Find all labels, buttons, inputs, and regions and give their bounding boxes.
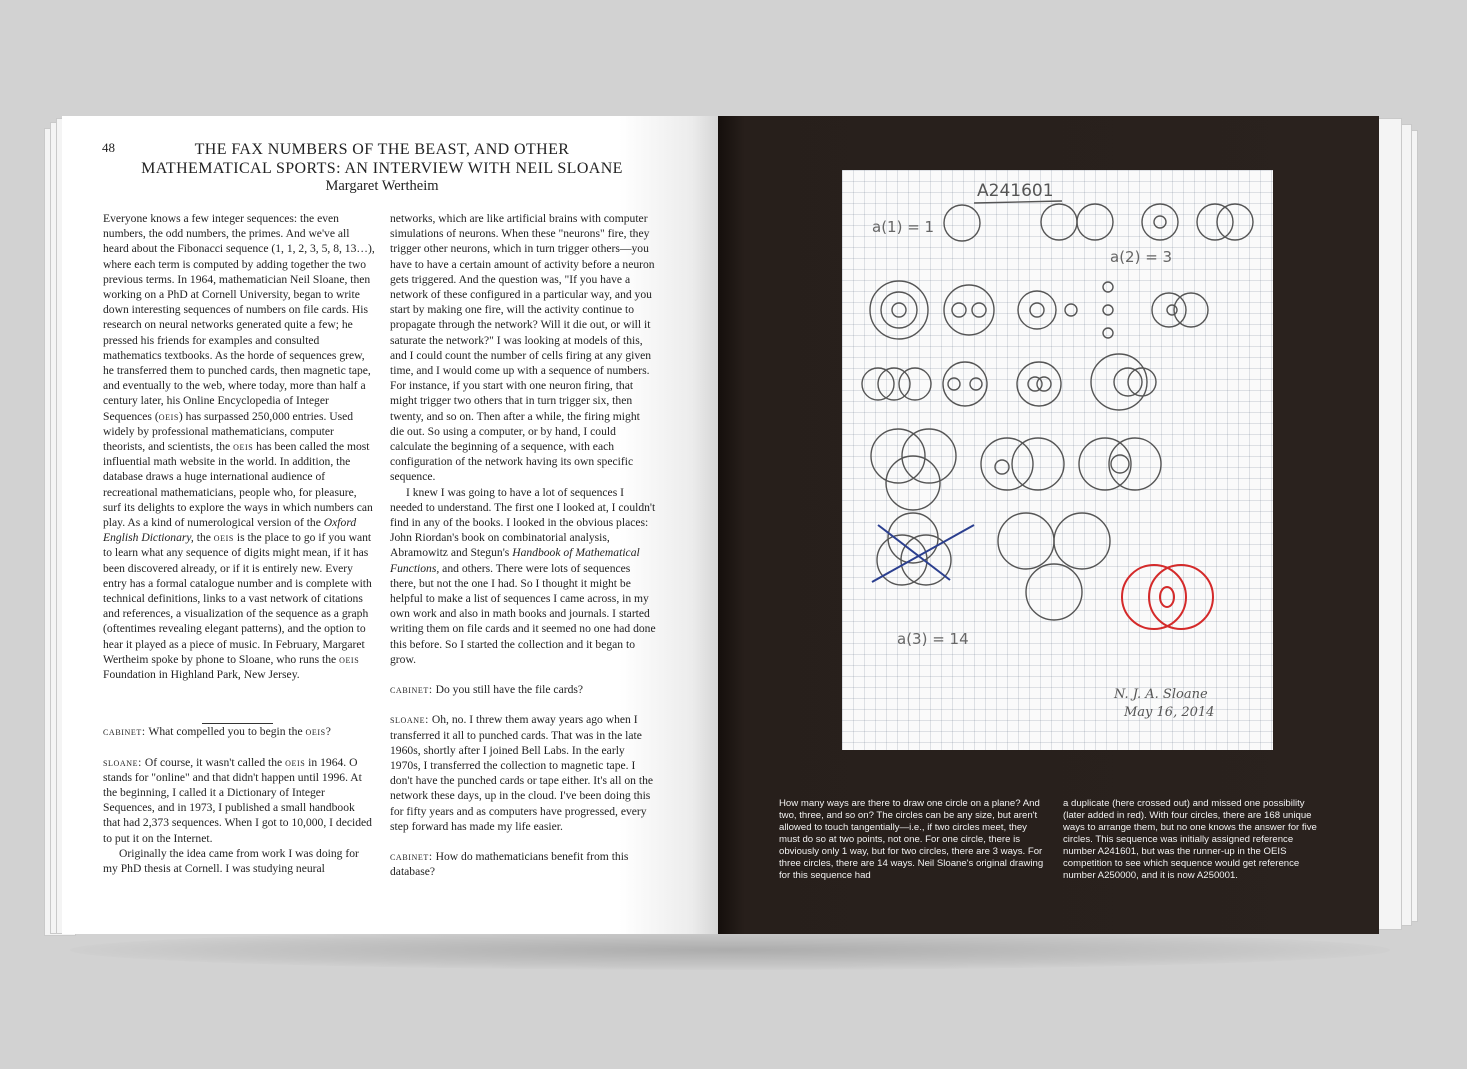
sequence-id-label: A241601 <box>977 181 1054 201</box>
signature-name: N. J. A. Sloane <box>1114 687 1208 702</box>
circle <box>998 513 1054 569</box>
circle-nested-outer <box>1142 204 1178 240</box>
intro-paragraph <box>103 211 375 682</box>
oeis-abbrev: oeis <box>305 725 326 739</box>
oeis-abbrev: oeis <box>158 409 179 423</box>
circle-overlap-a <box>1197 204 1233 240</box>
answer-1-para-2: Originally the idea came from work I was doing for my PhD thesis at Cornell. I was studying neural <box>103 846 359 875</box>
circle <box>948 378 960 390</box>
circle-drawing <box>842 170 1273 750</box>
article-author: Margaret Wertheim <box>325 178 439 194</box>
red-circle-left <box>1122 565 1186 629</box>
circle <box>1017 362 1061 406</box>
circle <box>899 368 931 400</box>
answer-2 <box>390 712 656 834</box>
speaker-cabinet: cabinet: <box>390 849 433 863</box>
circle <box>1103 328 1113 338</box>
circle-nested-inner <box>1154 216 1166 228</box>
red-added-configuration <box>1122 565 1213 629</box>
circle-pair-b <box>1077 204 1113 240</box>
intro-text-c: has been called the most influential math website in the world. In addition, the database draws a huge international audience of recreational mathematicians, people who, for pleasure, surf its delights to explore the ways in which numbers can play. As a kind of numerological version of the <box>103 440 373 530</box>
answer-1 <box>103 755 375 846</box>
col2-paragraph-1: networks, which are like artificial brains with computer simulations of neurons. When these "neurons" fire, they trigger other neurons, which in turn trigger others—you have to have a certain amount of activity before a neuron gets triggered. And the question was, "If you have a network of these configured in a particular way, and you start by making one fire, will the activity continue to propagate through the network? Will it die out, or will it saturate the network?" I was looking at models of this, and I could count the number of cells firing at any given time, and I would come up with a sequence of numbers. For instance, if you start with one neuron firing, that might trigger two others that in turn trigger six, then twenty, and so on. Then after a while, the firing might die out. So using a computer, or by hand, I could calculate the beginning of a sequence, with each configuration of the network having its own specific sequence. <box>390 212 655 484</box>
oed-title: Oxford English Dictionary, <box>103 516 357 545</box>
speaker-cabinet: cabinet: <box>390 683 433 697</box>
a3-label: a(3) = 14 <box>897 630 969 648</box>
circle <box>1167 305 1177 315</box>
circle <box>1079 438 1131 490</box>
intro-text-b: ) has surpassed 250,000 entries. Used widely by professional mathematicians, computer theorists, and scientists, the <box>103 409 354 454</box>
question-2 <box>390 682 656 697</box>
speaker-sloane: sloane: <box>390 713 429 727</box>
sequence-id-underline <box>974 201 1062 203</box>
a2-label: a(2) = 3 <box>1110 248 1173 266</box>
question-1 <box>103 724 375 739</box>
caption-column-2: a duplicate (here crossed out) and missed one possibility (later added in red). With four circles, there are 168 unique ways to arrange them, but no one knows the answer for five circles. This sequence was initially assigned reference number A241601, but was the runner-up in the OEIS competition to see which sequence would get reference number A250000, and it is now A250001. <box>1063 798 1317 881</box>
oeis-abbrev: oeis <box>339 652 360 666</box>
circle <box>995 460 1009 474</box>
intro-text: Everyone knows a few integer sequences: the even numbers, the odd numbers, the primes. And we've all heard about the Fibonacci sequence (1, 1, 2, 3, 5, 8, 13…), where each term is computed by adding together the two previous terms. In 1964, mathematician Neil Sloane, then working on a PhD at Cornell University, began to write down interesting sequences of numbers on file cards. His research on neural networks generated quite a few; he pressed his friends for examples and consulted mathematics textbooks. As the horde of sequences grew, he transferred them to punched cards, then magnetic tape, and eventually to the web, where today, more than half a century later, his Online Encyclopedia of Integer Sequences ( <box>103 212 375 423</box>
question-3-text: How do mathematicians benefit from this database? <box>390 849 629 879</box>
circle <box>870 281 928 339</box>
speaker-sloane: sloane: <box>103 755 142 769</box>
circle <box>1054 513 1110 569</box>
circle <box>943 362 987 406</box>
question-3 <box>390 849 656 879</box>
circle <box>1091 354 1147 410</box>
circle-pair-a <box>1041 204 1077 240</box>
graph-paper-drawing <box>842 170 1273 750</box>
book-shadow <box>70 930 1390 970</box>
circle <box>1026 564 1082 620</box>
speaker-cabinet: cabinet: <box>103 725 146 739</box>
caption-column-1: How many ways are there to draw one circle on a plane? And two, three, and so on? The circles can be any size, but aren't allowed to touch tangentially—i.e., if two circles meet, they must do so at two points, not one. For one circle, there is obviously only 1 way, but for two circles, there are 3 ways. For three circles, there are 14 ways. Neil Sloane's original drawing for this sequence had <box>779 798 1044 881</box>
article-title <box>118 140 646 178</box>
circle <box>1018 291 1056 329</box>
circle <box>970 378 982 390</box>
question-2-text: Do you still have the file cards? <box>432 683 584 697</box>
oeis-abbrev: oeis <box>285 755 306 769</box>
circle <box>981 438 1033 490</box>
circle <box>972 303 986 317</box>
section-divider <box>202 723 273 724</box>
circle <box>1103 305 1113 315</box>
circle <box>1109 438 1161 490</box>
answer-1-text-2: in 1964. O stands for "online" and that didn't happen until 1996. At the beginning, I called it a Dictionary of Integer Sequences, and in 1973, I published a small handbook that had 2,373 sequences. When I got to 10,000, I decided to put it on the Internet. <box>103 755 372 845</box>
signature-date: May 16, 2014 <box>1124 705 1215 720</box>
page-number: 48 <box>102 140 115 155</box>
answer-2-text: Oh, no. I threw them away years ago when I transferred it all to punched cards. That was in the late 1960s, shortly after I joined Bell Labs. In the early 1970s, I transferred the collection to magnetic tape. I don't have the punched cards or tape either. It's all on the network these days, up in the cloud. I've been doing this for fifty years and as computers have progressed, every step forward has made my life easier. <box>390 713 654 833</box>
circle <box>952 303 966 317</box>
circle <box>1103 282 1113 292</box>
circle <box>1012 438 1064 490</box>
col2-paragraph-2 <box>390 485 656 667</box>
text-column-2 <box>390 211 656 894</box>
col2-p2-text-b: and others. There were lots of sequences there, but not the one I had. So I thought it might be helpful to make a list of sequences I came across, in my own work and also in math books and journals. I started writing them on file cards and it seemed no one had done this before. So I started the collection and it began to grow. <box>390 561 656 666</box>
circle <box>892 303 906 317</box>
intro-text-f: Foundation in Highland Park, New Jersey. <box>103 668 300 682</box>
red-circle-right <box>1149 565 1213 629</box>
oeis-abbrev: oeis <box>213 531 234 545</box>
intro-text-d: the <box>193 531 214 545</box>
col2-p2-text: I knew I was going to have a lot of sequences I needed to understand. The first one I looked at, I couldn't find in any of the books. I looked in the obvious places: John Riordan's book on combinatorial analysis, Abramowitz and Stegun's <box>390 485 656 560</box>
circle <box>1111 455 1129 473</box>
text-column-1 <box>103 211 375 891</box>
circle <box>1037 377 1051 391</box>
oeis-abbrev: oeis <box>233 440 254 454</box>
title-line-2: MATHEMATICAL SPORTS: AN INTERVIEW WITH NEIL SLOANE <box>141 160 623 177</box>
answer-1-text: Of course, it wasn't called the <box>141 755 286 769</box>
circle-single <box>944 205 980 241</box>
a1-label: a(1) = 1 <box>872 218 935 236</box>
circle <box>1152 293 1186 327</box>
circle <box>1065 304 1077 316</box>
question-1-end: ? <box>325 725 331 739</box>
circle <box>1030 303 1044 317</box>
intro-text-e: is the place to go if you want to learn what any sequence of digits might mean, if it has been discovered already, or if it is entirely new. Every entry has a formal catalogue number and is complete with technical definitions, links to a vast network of citations and references, a visualization of the sequence as a graph (oftentimes revealing elegant patterns), and the option to hear it played as a piece of music. In February, Margaret Wertheim spoke by phone to Sloane, who runs the <box>103 531 372 666</box>
handbook-title: Handbook of Mathematical Functions, <box>390 546 640 575</box>
circle <box>881 292 917 328</box>
title-line-1: THE FAX NUMBERS OF THE BEAST, AND OTHER <box>194 141 570 158</box>
circle <box>1174 293 1208 327</box>
red-circle-small <box>1160 587 1174 607</box>
circle-overlap-b <box>1217 204 1253 240</box>
question-1-text: What compelled you to begin the <box>145 725 306 739</box>
